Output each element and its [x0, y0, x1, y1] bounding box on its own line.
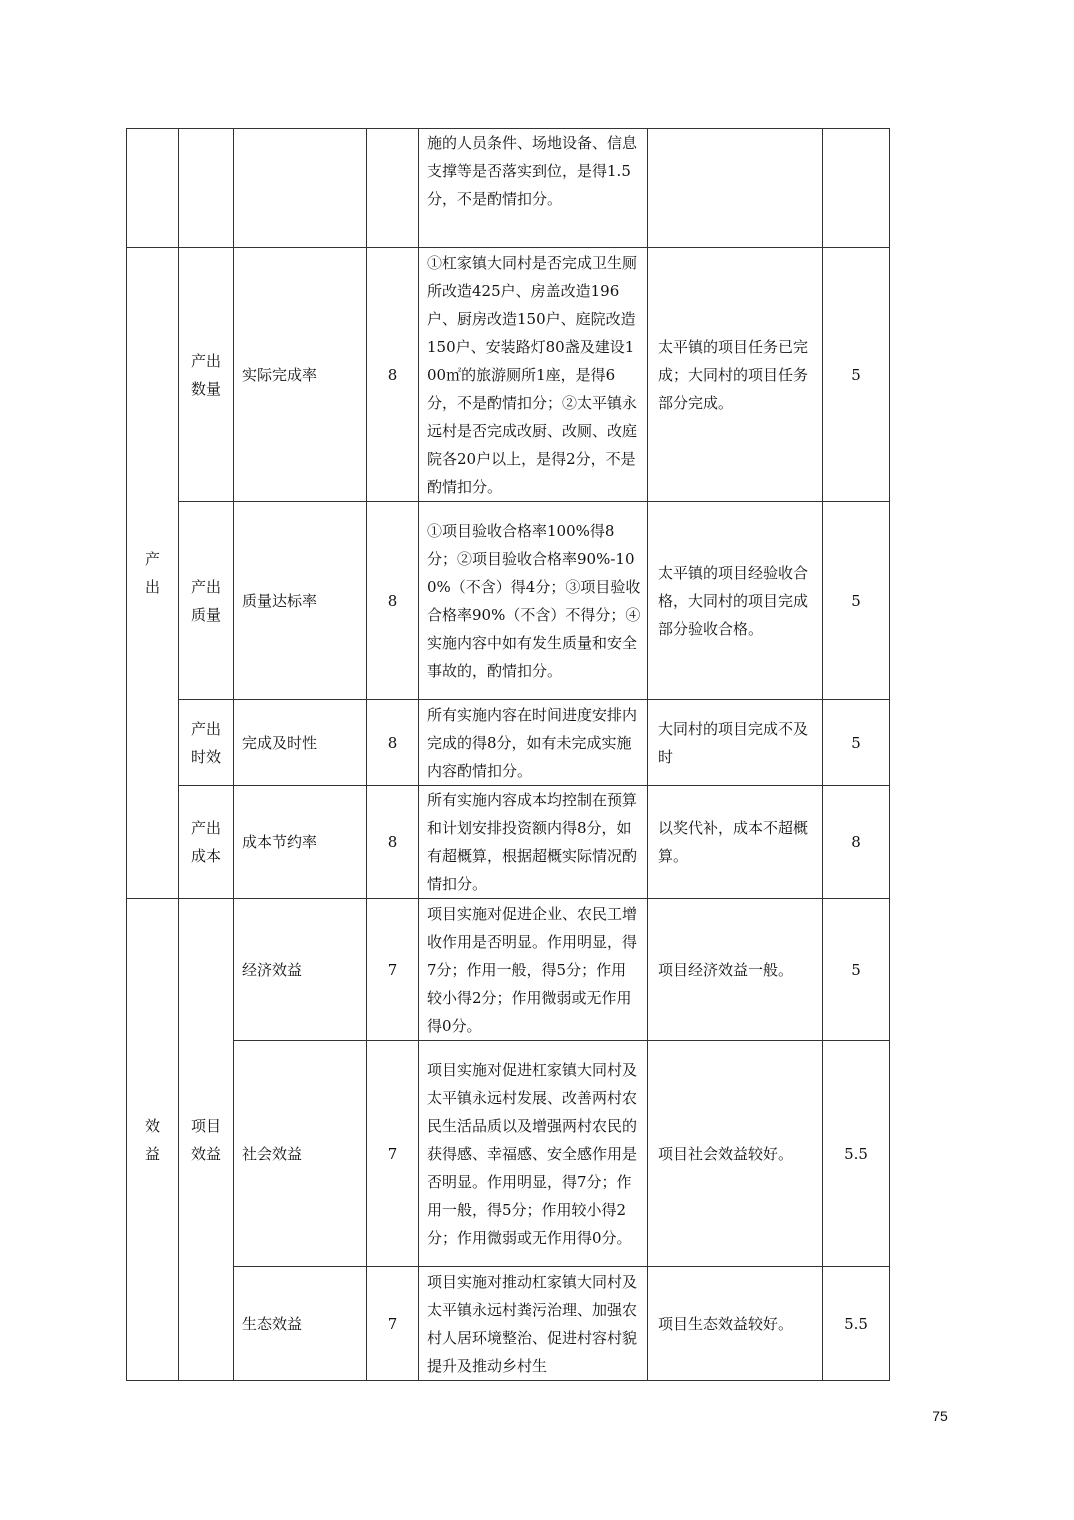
table-row	[127, 1041, 890, 1267]
level2-cell: 产出质量	[179, 502, 234, 700]
level2-cell: 产出数量	[179, 248, 234, 502]
level2-cell: 产出成本	[179, 786, 234, 899]
table-row	[127, 700, 890, 786]
weight-cell: 8	[367, 502, 419, 700]
indicator-cell: 完成及时性	[234, 700, 367, 786]
weight-cell: 8	[367, 786, 419, 899]
criteria-cell: ①项目验收合格率100%得8分；②项目验收合格率90%-100%（不含）得4分；③项目验收合格率90%（不含）不得分；④实施内容中如有发生质量和安全事故的，酌情扣分。	[419, 502, 648, 700]
indicator-cell: 经济效益	[234, 899, 367, 1041]
table-row	[127, 129, 890, 248]
criteria-cell: ①杠家镇大同村是否完成卫生厕所改造425户、房盖改造196户、厨房改造150户、庭院改造150户、安装路灯80盏及建设100㎡的旅游厕所1座，是得6分，不是酌情扣分；②太平镇永远村是否完成改厨、改厕、改庭院各20户以上，是得2分，不是酌情扣分。	[419, 248, 648, 502]
evidence-cell: 大同村的项目完成不及时	[648, 700, 823, 786]
evidence-cell: 太平镇的项目任务已完成；大同村的项目任务部分完成。	[648, 248, 823, 502]
criteria-cell: 所有实施内容成本均控制在预算和计划安排投资额内得8分，如有超概算，根据超概实际情况酌情扣分。	[419, 786, 648, 899]
table-row	[127, 899, 890, 1041]
score-cell: 5	[823, 248, 890, 502]
indicator-cell: 质量达标率	[234, 502, 367, 700]
score-cell: 5	[823, 700, 890, 786]
evidence-cell: 太平镇的项目经验收合格，大同村的项目完成部分验收合格。	[648, 502, 823, 700]
score-cell	[823, 129, 890, 248]
criteria-cell: 项目实施对推动杠家镇大同村及太平镇永远村粪污治理、加强农村人居环境整治、促进村容村貌提升及推动乡村生	[419, 1267, 648, 1381]
criteria-cell: 施的人员条件、场地设备、信息支撑等是否落实到位，是得1.5分，不是酌情扣分。	[419, 129, 648, 248]
evidence-cell	[648, 129, 823, 248]
level2-cell: 产出时效	[179, 700, 234, 786]
score-cell: 8	[823, 786, 890, 899]
score-cell: 5	[823, 899, 890, 1041]
table-row	[127, 502, 890, 700]
indicator-cell: 社会效益	[234, 1041, 367, 1267]
score-cell: 5.5	[823, 1267, 890, 1381]
criteria-cell: 所有实施内容在时间进度安排内完成的得8分，如有未完成实施内容酌情扣分。	[419, 700, 648, 786]
level2-cell: 项目效益	[179, 899, 234, 1381]
evidence-cell: 项目生态效益较好。	[648, 1267, 823, 1381]
score-cell: 5	[823, 502, 890, 700]
level1-cell: 产出	[127, 248, 179, 899]
weight-cell: 8	[367, 248, 419, 502]
indicator-cell: 生态效益	[234, 1267, 367, 1381]
table-row	[127, 1267, 890, 1381]
evaluation-table	[126, 128, 890, 1381]
criteria-cell: 项目实施对促进企业、农民工增收作用是否明显。作用明显，得7分；作用一般，得5分；作用较小得2分；作用微弱或无作用得0分。	[419, 899, 648, 1041]
table-row	[127, 248, 890, 502]
table-row	[127, 786, 890, 899]
indicator-cell	[234, 129, 367, 248]
level1-cell	[127, 129, 179, 248]
evidence-cell: 项目社会效益较好。	[648, 1041, 823, 1267]
level2-cell	[179, 129, 234, 248]
weight-cell: 7	[367, 1267, 419, 1381]
level1-cell: 效益	[127, 899, 179, 1381]
evidence-cell: 项目经济效益一般。	[648, 899, 823, 1041]
indicator-cell: 成本节约率	[234, 786, 367, 899]
evidence-cell: 以奖代补，成本不超概算。	[648, 786, 823, 899]
page-number: 75	[932, 1408, 948, 1424]
criteria-cell: 项目实施对促进杠家镇大同村及太平镇永远村发展、改善两村农民生活品质以及增强两村农民的获得感、幸福感、安全感作用是否明显。作用明显，得7分；作用一般，得5分；作用较小得2分；作用微弱或无作用得0分。	[419, 1041, 648, 1267]
indicator-cell: 实际完成率	[234, 248, 367, 502]
weight-cell: 8	[367, 700, 419, 786]
weight-cell: 7	[367, 899, 419, 1041]
weight-cell: 7	[367, 1041, 419, 1267]
score-cell: 5.5	[823, 1041, 890, 1267]
weight-cell	[367, 129, 419, 248]
